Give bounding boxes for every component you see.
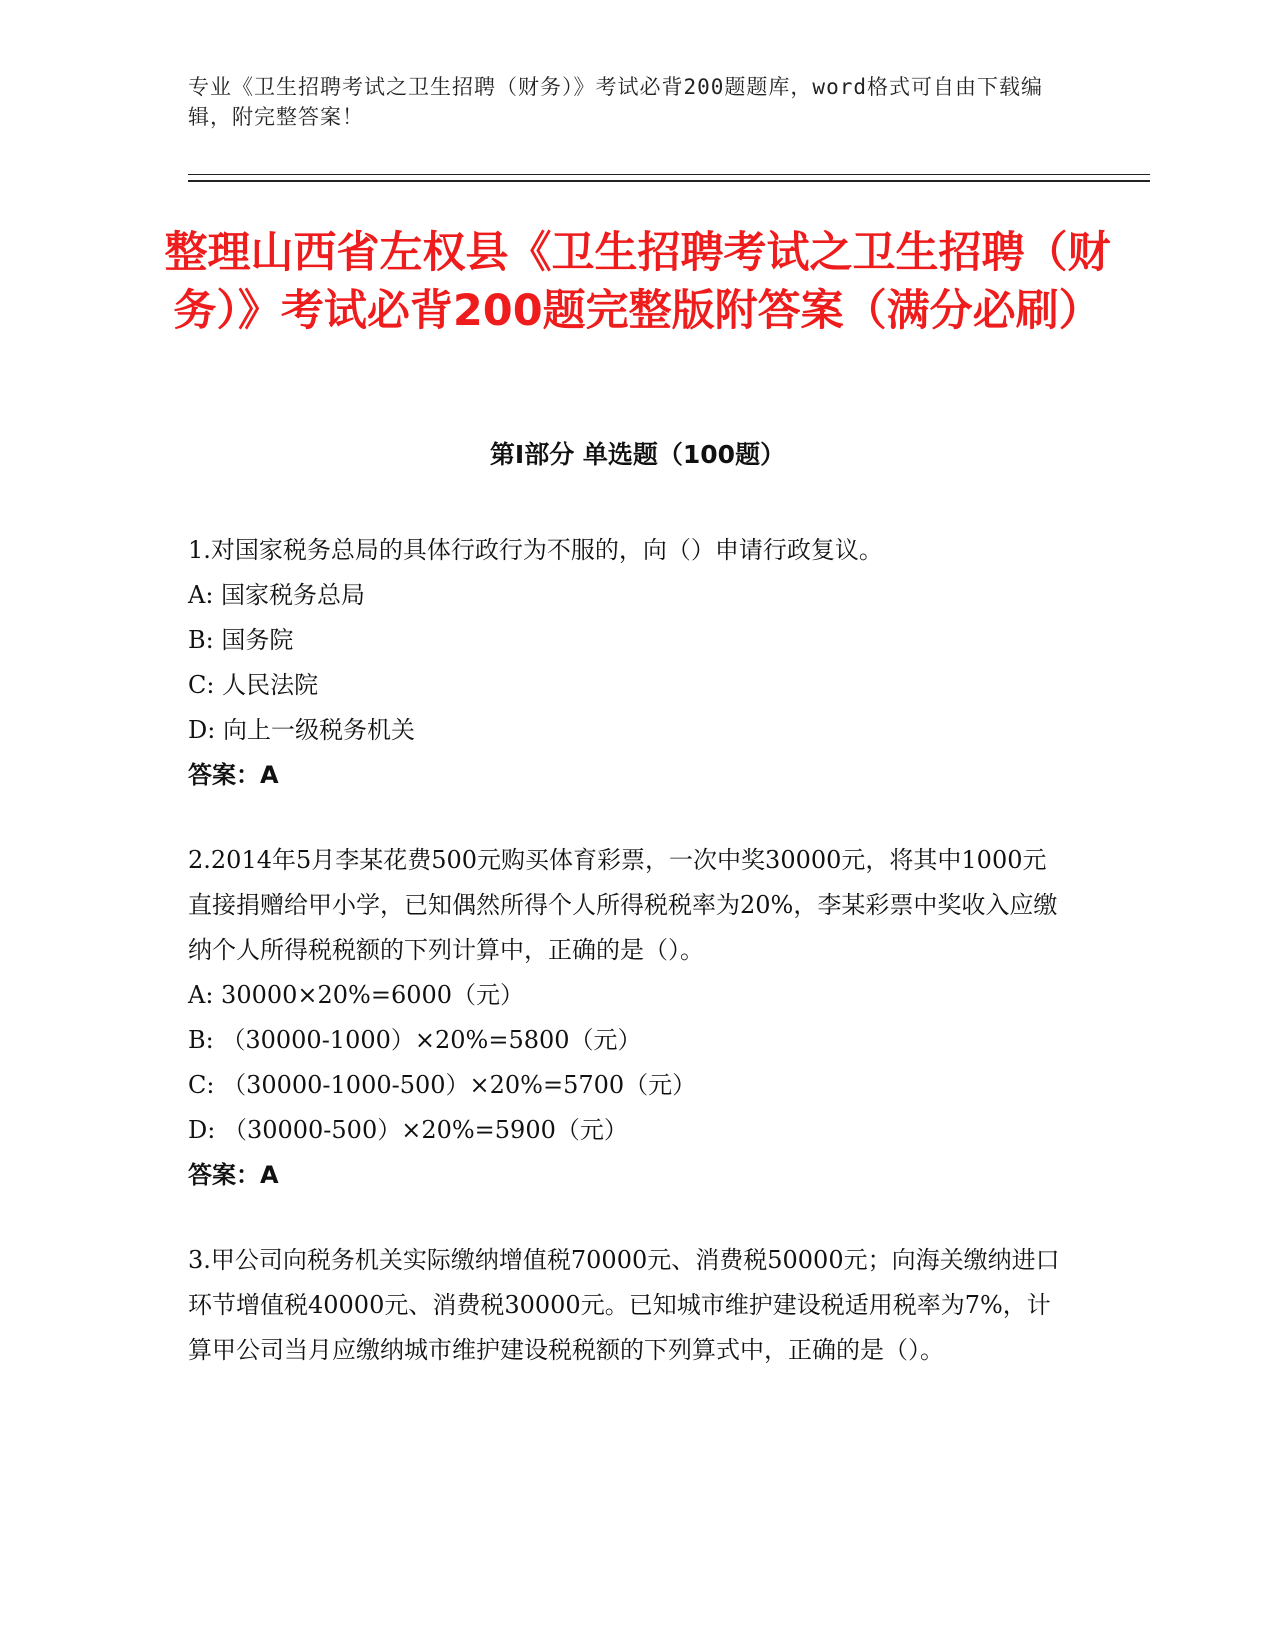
option-c: C: （30000-1000-500）×20%=5700（元） [188,1071,697,1099]
question-list [188,528,1068,1413]
question-text: 1.对国家税务总局的具体行政行为不服的，向（）申请行政复议。 [188,536,883,564]
option-c: C: 人民法院 [188,671,319,699]
option-b: B: （30000-1000）×20%=5800（元） [188,1026,642,1054]
header-divider-thin [188,174,1150,175]
option-a: A: 30000×20%=6000（元） [188,981,525,1009]
question-text: 3.甲公司向税务机关实际缴纳增值税70000元、消费税50000元；向海关缴纳进口环节增值税40000元、消费税30000元。已知城市维护建设税适用税率为7%，计算甲公司当月应缴纳城市维护建设税税额的下列算式中，正确的是（）。 [188,1246,1060,1364]
question-2 [188,838,1068,1198]
section-heading: 第I部分 单选题（100题） [489,440,786,469]
option-a: A: 国家税务总局 [188,581,366,609]
option-b: B: 国务院 [188,626,294,654]
header-note: 专业《卫生招聘考试之卫生招聘（财务）》考试必背200题题库，word格式可自由下载编辑，附完整答案！ [188,75,1043,129]
question-1 [188,528,1068,798]
header-divider-thick [188,180,1150,182]
answer-line: 答案：A [188,1161,279,1189]
option-d: D: 向上一级税务机关 [188,716,415,744]
document-title: 整理山西省左权县《卫生招聘考试之卫生招聘（财务）》考试必背200题完整版附答案（满分必刷） [164,228,1111,336]
question-text: 2.2014年5月李某花费500元购买体育彩票，一次中奖30000元，将其中1000元直接捐赠给甲小学，已知偶然所得个人所得税税率为20%，李某彩票中奖收入应缴纳个人所得税税额的下列计算中，正确的是（）。 [188,846,1058,964]
option-d: D: （30000-500）×20%=5900（元） [188,1116,628,1144]
question-3 [188,1238,1068,1373]
answer-line: 答案：A [188,761,279,789]
